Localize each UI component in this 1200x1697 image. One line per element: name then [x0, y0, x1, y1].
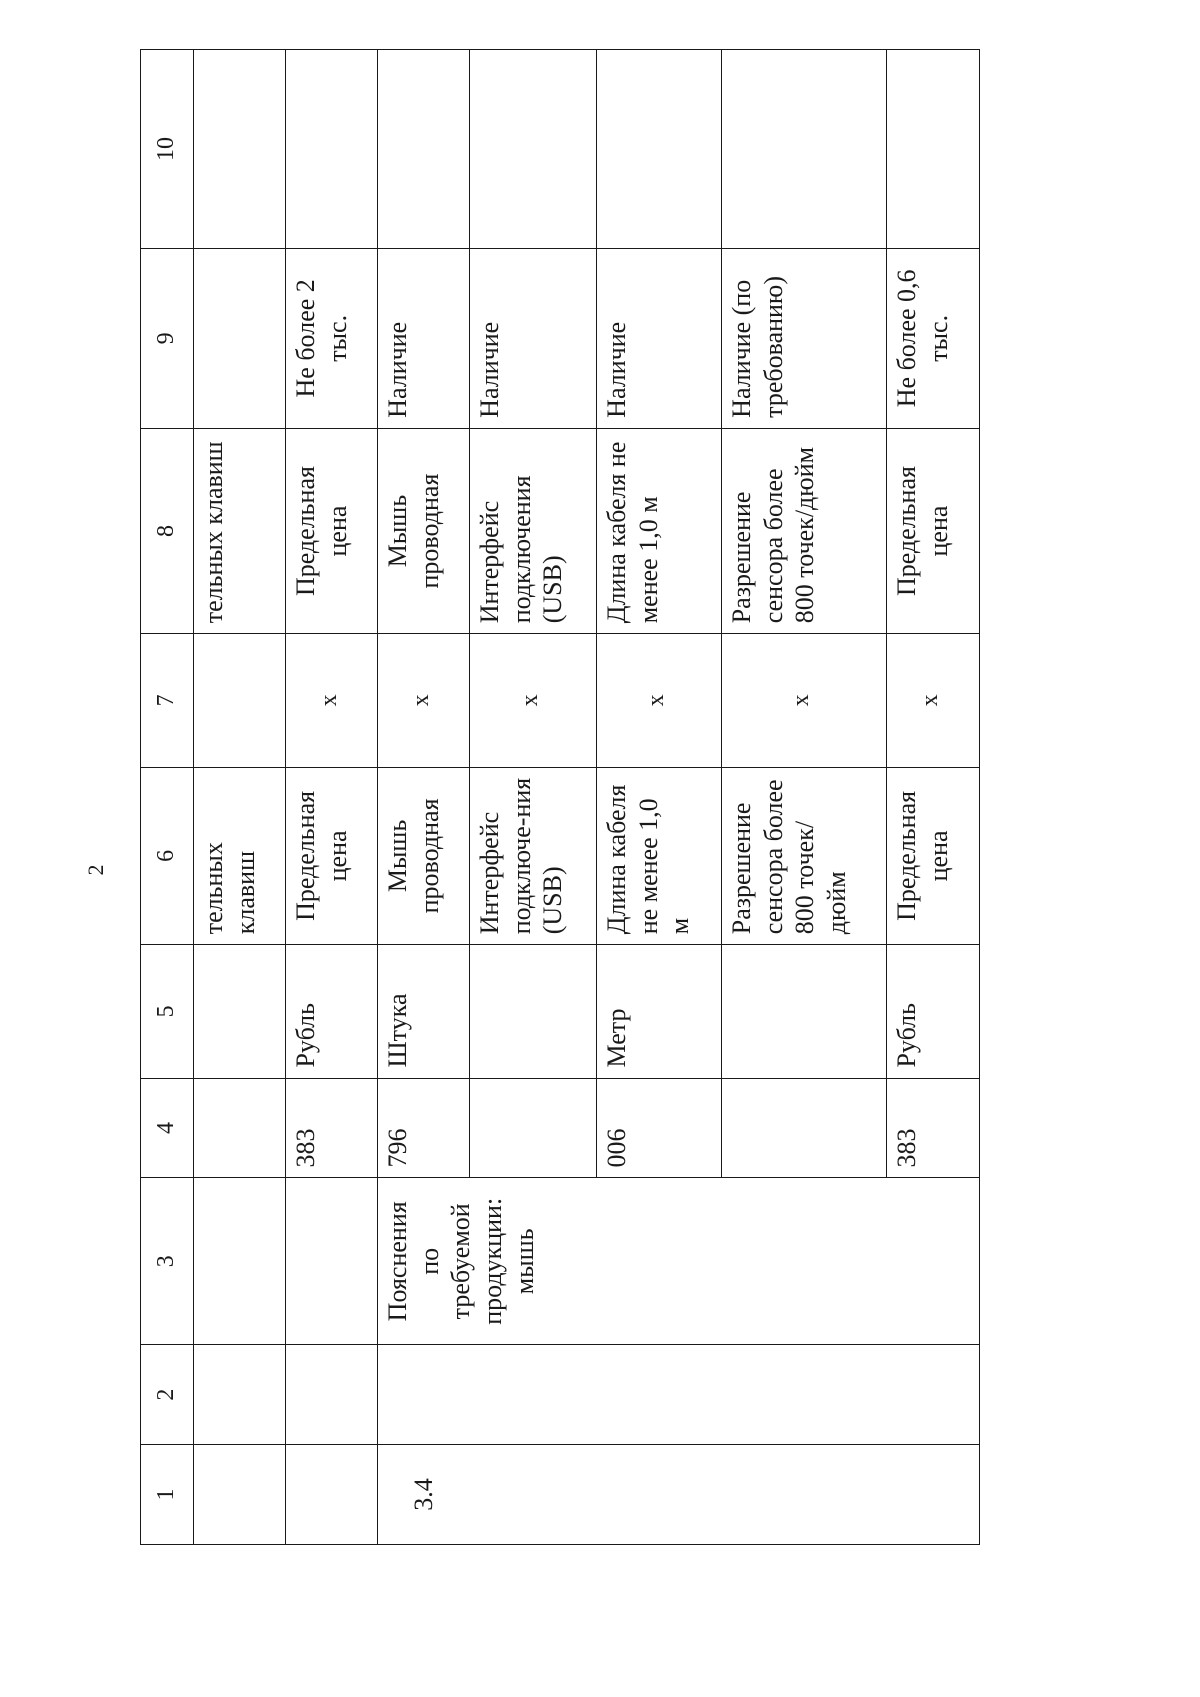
unit-cell: Рубль: [887, 945, 980, 1078]
okei-code-cell: 383: [286, 1078, 378, 1178]
value-cell: Наличие: [470, 248, 597, 428]
table-cell: [887, 50, 980, 249]
unit-cell: Штука: [378, 945, 470, 1078]
table-cell: x: [378, 634, 470, 767]
value-cell: Наличие: [597, 248, 722, 428]
unit-cell: [470, 945, 597, 1078]
header-row: [141, 50, 194, 1545]
characteristic-cell: Длина кабеля не менее 1,0 м: [597, 767, 722, 945]
continuation-row: [194, 50, 286, 1545]
okei-code-cell: [722, 1078, 887, 1178]
table-cell: тельных клавиш: [194, 767, 286, 945]
header-cell: 7: [141, 634, 194, 767]
table-cell: [378, 1345, 980, 1445]
table-cell: [286, 1178, 378, 1345]
table-cell: [194, 1178, 286, 1345]
characteristic-cell: Предельная цена: [286, 767, 378, 945]
table-cell: [194, 1445, 286, 1545]
table-cell: x: [286, 634, 378, 767]
table-cell: [286, 50, 378, 249]
value-cell: Не более 0,6 тыс.: [887, 248, 980, 428]
unit-cell: [722, 945, 887, 1078]
table-row: [286, 50, 378, 1545]
header-cell: 1: [141, 1445, 194, 1545]
header-cell: 2: [141, 1345, 194, 1445]
value-cell: Не более 2 тыс.: [286, 248, 378, 428]
characteristic-cell: Разрешение сенсора более 800 точек/дюйм: [722, 767, 887, 945]
header-cell: 10: [141, 50, 194, 249]
value-cell: Наличие (по требованию): [722, 248, 887, 428]
table-cell: x: [597, 634, 722, 767]
table-cell: [470, 50, 597, 249]
header-cell: 6: [141, 767, 194, 945]
table-cell: [597, 50, 722, 249]
characteristic-cell: Предельная цена: [887, 767, 980, 945]
table-cell: [194, 945, 286, 1078]
product-spec-table: [140, 49, 980, 1545]
table-cell: [194, 634, 286, 767]
value-cell: Наличие: [378, 248, 470, 428]
table-cell: [194, 50, 286, 249]
item-number-cell: 3.4: [378, 1445, 980, 1545]
unit-cell: Метр: [597, 945, 722, 1078]
table-cell: [378, 50, 470, 249]
characteristic-cell: Мышь проводная: [378, 428, 470, 633]
characteristic-cell: Интерфейс подключения (USB): [470, 428, 597, 633]
page-number: 2: [83, 864, 108, 876]
header-cell: 4: [141, 1078, 194, 1178]
header-cell: 5: [141, 945, 194, 1078]
table-row: [378, 50, 470, 1545]
table-cell: [722, 50, 887, 249]
characteristic-cell: Разрешение сенсора более 800 точек/дюйм: [722, 428, 887, 633]
header-cell: 8: [141, 428, 194, 633]
okei-code-cell: 383: [887, 1078, 980, 1178]
table-cell: x: [887, 634, 980, 767]
okei-code-cell: 796: [378, 1078, 470, 1178]
rotated-table-wrapper: [140, 49, 975, 1545]
table-cell: x: [722, 634, 887, 767]
table-cell: [286, 1345, 378, 1445]
okei-code-cell: 006: [597, 1078, 722, 1178]
header-cell: 3: [141, 1178, 194, 1345]
header-cell: 9: [141, 248, 194, 428]
table-cell: [286, 1445, 378, 1545]
table-cell: тельных клавиш: [194, 428, 286, 633]
characteristic-cell: Предельная цена: [887, 428, 980, 633]
characteristic-cell: Интерфейс подключе-ния (USB): [470, 767, 597, 945]
characteristic-cell: Мышь проводная: [378, 767, 470, 945]
table-cell: x: [470, 634, 597, 767]
characteristic-cell: Предельная цена: [286, 428, 378, 633]
characteristic-cell: Длина кабеля не менее 1,0 м: [597, 428, 722, 633]
okei-code-cell: [470, 1078, 597, 1178]
item-description-cell: Пояснения по требуемой продукции: мышь: [378, 1178, 980, 1345]
table-cell: [194, 1345, 286, 1445]
table-cell: [194, 1078, 286, 1178]
unit-cell: Рубль: [286, 945, 378, 1078]
table-cell: [194, 248, 286, 428]
